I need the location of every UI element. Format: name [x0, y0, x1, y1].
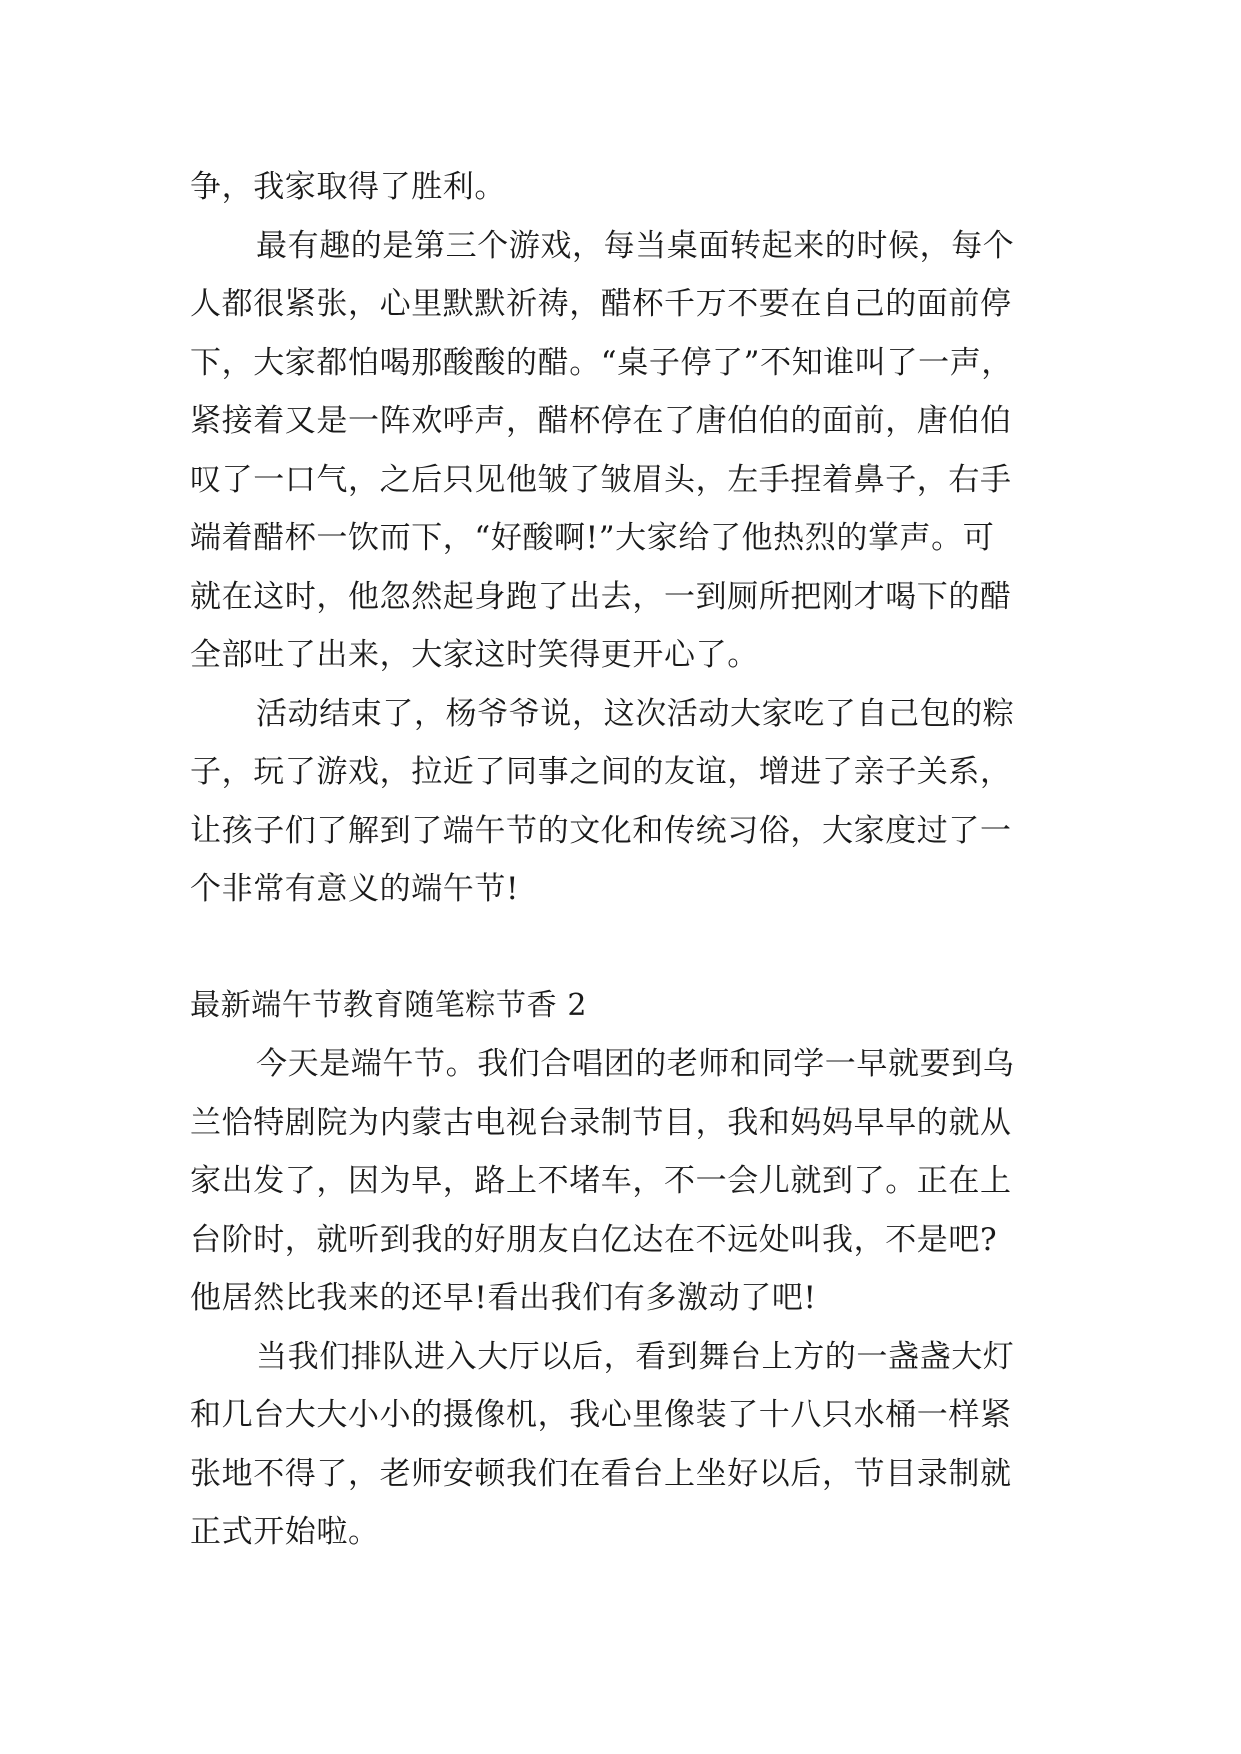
text-line: 下，大家都怕喝那酸酸的醋。“桌子停了”不知谁叫了一声，: [190, 344, 1013, 381]
text-line: 兰恰特剧院为内蒙古电视台录制节目，我和妈妈早早的就从: [190, 1104, 1012, 1141]
text-line: 台阶时，就听到我的好朋友白亿达在不远处叫我，不是吧?: [190, 1221, 998, 1258]
text-line: 子，玩了游戏，拉近了同事之间的友谊，增进了亲子关系，: [190, 754, 1012, 790]
text-line: 争，我家取得了胜利。: [190, 169, 506, 205]
text-line: 全部吐了出来，大家这时笑得更开心了。: [190, 637, 759, 673]
text-line: 他居然比我来的还早!看出我们有多激动了吧!: [190, 1280, 817, 1316]
text-line: 和几台大大小小的摄像机，我心里像装了十八只水桶一样紧: [190, 1397, 1012, 1433]
document-body: [190, 158, 1060, 1562]
text-line: 叹了一口气，之后只见他皱了皱眉头，左手捏着鼻子，右手: [190, 461, 1012, 498]
text-line: 紧接着又是一阵欢呼声，醋杯停在了唐伯伯的面前，唐伯伯: [190, 403, 1012, 439]
text-line: 人都很紧张，心里默默祈祷，醋杯千万不要在自己的面前停: [190, 286, 1012, 322]
text-line: 当我们排队进入大厅以后，看到舞台上方的一盏盏大灯: [256, 1338, 1015, 1375]
text-line: 活动结束了，杨爷爷说，这次活动大家吃了自己包的粽: [256, 695, 1015, 732]
text-line: 个非常有意义的端午节!: [190, 871, 520, 907]
section-spacer: [190, 919, 1060, 977]
paragraph-choir-morning: [190, 1035, 1060, 1328]
paragraph-hall-entry: [190, 1328, 1060, 1562]
paragraph-vinegar-game: [190, 217, 1060, 685]
text-line: 家出发了，因为早，路上不堵车，不一会儿就到了。正在上: [190, 1163, 1012, 1199]
text-line: 今天是端午节。我们合唱团的老师和同学一早就要到乌: [256, 1046, 1015, 1082]
text-line: 端着醋杯一饮而下，“好酸啊!”大家给了他热烈的掌声。可: [190, 520, 995, 556]
text-line: 张地不得了，老师安顿我们在看台上坐好以后，节目录制就: [190, 1455, 1012, 1492]
text-line: 正式开始啦。: [190, 1514, 380, 1550]
text-line: 最有趣的是第三个游戏，每当桌面转起来的时候，每个: [256, 227, 1015, 264]
paragraph-activity-end: [190, 685, 1060, 919]
text-line: 就在这时，他忽然起身跑了出去，一到厕所把刚才喝下的醋: [190, 578, 1012, 615]
text-line: 让孩子们了解到了端午节的文化和传统习俗，大家度过了一: [190, 812, 1012, 849]
section-title: 最新端午节教育随笔粽节香 2: [190, 987, 588, 1023]
